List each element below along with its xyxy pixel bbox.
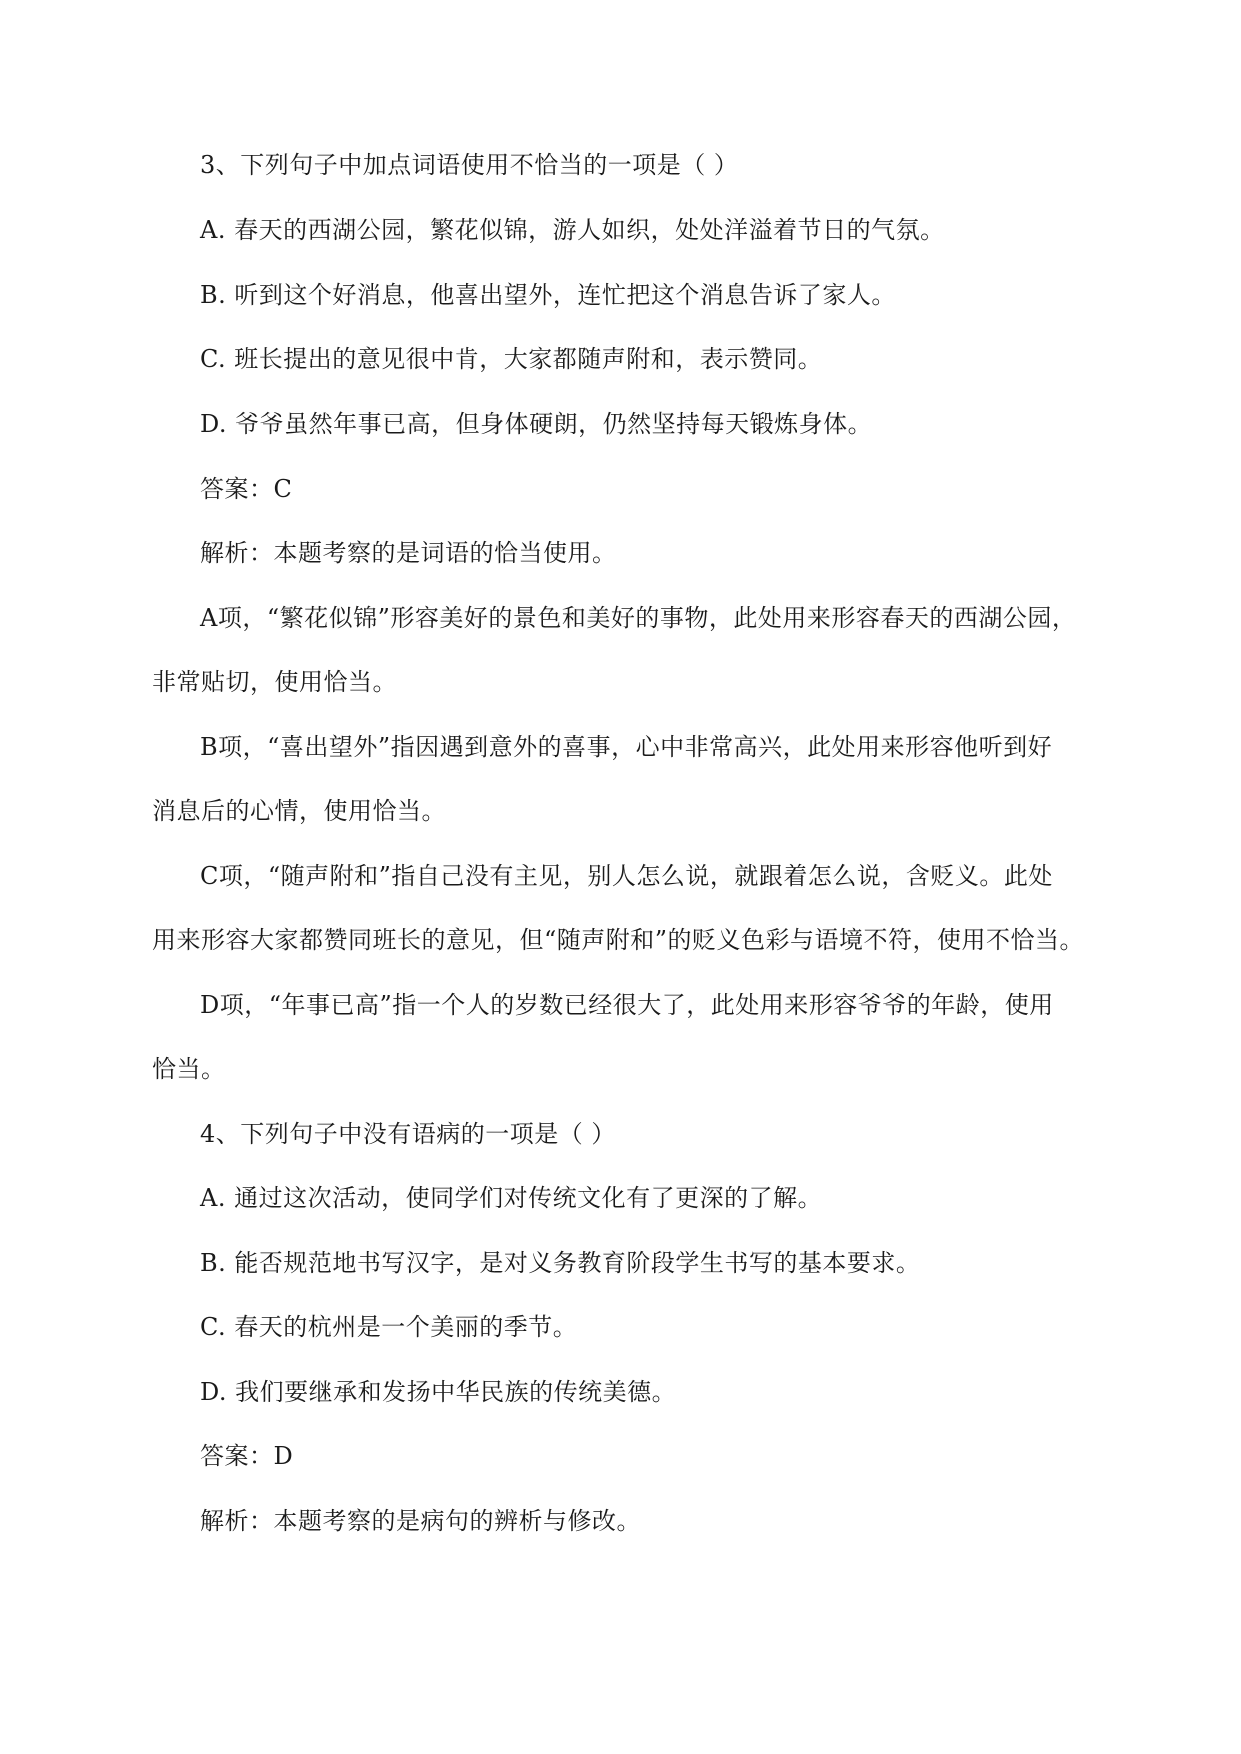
q3-analysis-intro: 解析：本题考察的是词语的恰当使用。: [200, 539, 617, 567]
q4-option-a: A. 通过这次活动，使同学们对传统文化有了更深的了解。: [200, 1184, 823, 1212]
q3-answer: 答案：C: [200, 475, 293, 503]
q3-option-a: A. 春天的西湖公园，繁花似锦，游人如织，处处洋溢着节日的气氛。: [200, 216, 945, 244]
q3-analysis-b-line1: B项，“喜出望外”指因遇到意外的喜事，心中非常高兴，此处用来形容他听到好: [200, 733, 1053, 761]
q3-option-d: D. 爷爷虽然年事已高，但身体硬朗，仍然坚持每天锻炼身体。: [200, 410, 873, 438]
question-3: 3、下列句子中加点词语使用不恰当的一项是（ ）: [200, 151, 739, 179]
q4-option-b: B. 能否规范地书写汉字，是对义务教育阶段学生书写的基本要求。: [200, 1249, 921, 1277]
q4-analysis-intro: 解析：本题考察的是病句的辨析与修改。: [200, 1507, 641, 1535]
question-4: 4、下列句子中没有语病的一项是（ ）: [200, 1120, 616, 1148]
q3-analysis-d-line2: 恰当。: [152, 1055, 226, 1083]
q4-option-c: C. 春天的杭州是一个美丽的季节。: [200, 1313, 578, 1341]
q3-analysis-c-line1: C项，“随声附和”指自己没有主见，别人怎么说，就跟着怎么说，含贬义。此处: [200, 862, 1053, 890]
q3-analysis-b-line2: 消息后的心情，使用恰当。: [152, 797, 446, 825]
q4-option-d: D. 我们要继承和发扬中华民族的传统美德。: [200, 1378, 677, 1406]
q3-option-b: B. 听到这个好消息，他喜出望外，连忙把这个消息告诉了家人。: [200, 281, 896, 309]
q3-option-c: C. 班长提出的意见很中肯，大家都随声附和，表示赞同。: [200, 345, 823, 373]
q3-analysis-d-line1: D项，“年事已高”指一个人的岁数已经很大了，此处用来形容爷爷的年龄，使用: [200, 991, 1054, 1019]
q3-analysis-c-line2: 用来形容大家都赞同班长的意见，但“随声附和”的贬义色彩与语境不符，使用不恰当。: [152, 926, 1085, 954]
q3-analysis-a-line1: A项，“繁花似锦”形容美好的景色和美好的事物，此处用来形容春天的西湖公园，: [200, 604, 1077, 632]
q4-answer: 答案：D: [200, 1442, 294, 1470]
q3-analysis-a-line2: 非常贴切，使用恰当。: [152, 668, 397, 696]
